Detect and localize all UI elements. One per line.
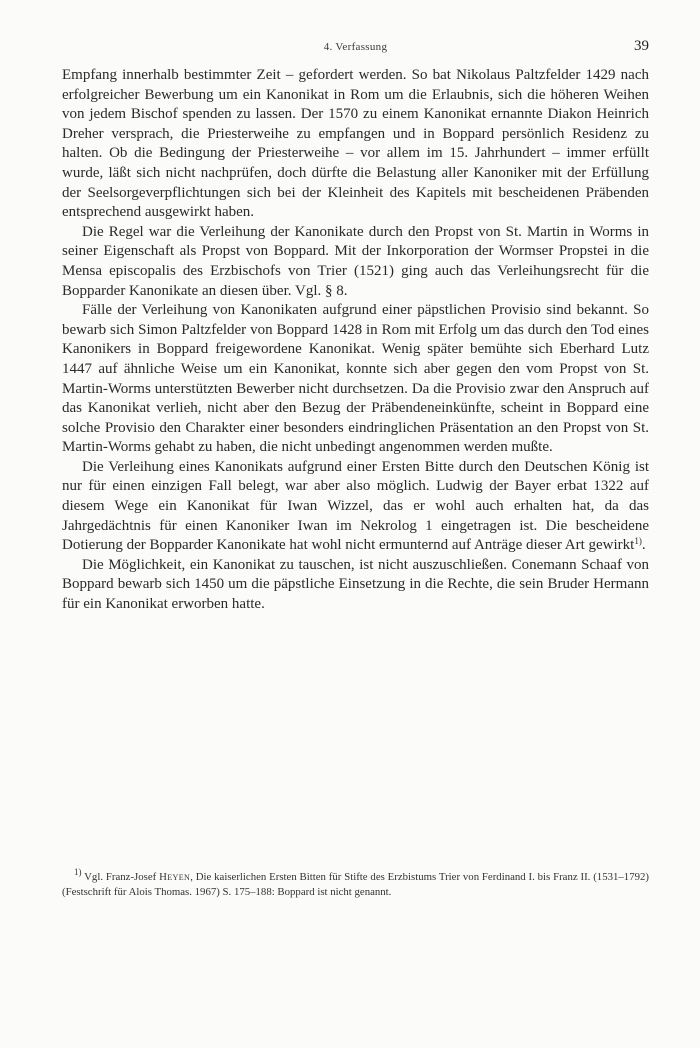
paragraph-5: Die Möglichkeit, ein Kanonikat zu tauschen, ist nicht auszuschließen. Conemann Schaaf von Boppard bewarb sich 1450 um die päpstliche Einsetzung in die Rechte, die sein Bruder Hermann für ein Kanonikat erworben hatte. bbox=[62, 556, 649, 613]
footnote-author: Heyen bbox=[159, 871, 191, 883]
running-head bbox=[62, 38, 649, 58]
footnote-reference[interactable]: 1) bbox=[634, 536, 642, 547]
footnote-marker: 1) bbox=[74, 867, 82, 877]
paragraph-3: Fälle der Verleihung von Kanonikaten aufgrund einer päpstlichen Provisio sind bekannt. So bewarb sich Simon Paltzfelder von Boppard 1428 in Rom mit Erfolg um das durch den Tod eines Kanonikers in Boppard freigewordene Kanonikat. Wenig später bemühte sich Eberhard Lutz 1447 auf ähnliche Weise um ein Kanonikat, konnte sich aber gegen den vom Propst von St. Martin-Worms unterstützten Bewerber nicht durchsetzen. Da die Provisio zwar den Anspruch auf das Kanonikat verlieh, nicht aber den Bezug der Präbendeneinkünfte, scheint in Boppard eine solche Provisio den Charakter einer besonders eindringlichen Präsentation an den Propst von St. Martin-Worms gehabt zu haben, die nicht unbedingt angenommen werden mußte. bbox=[62, 302, 649, 456]
paragraph-1: Empfang innerhalb bestimmter Zeit – gefordert werden. So bat Nikolaus Paltzfelder 1429 nach erfolgreicher Bewerbung um ein Kanonikat in Rom um die Erlaubnis, sich die höheren Weihen von jedem Bischof spenden zu lassen. Der 1570 zu einem Kanonikat ernannte Diakon Heinrich Dreher versprach, die Priesterweihe zu empfangen und in Boppard persönlich Residenz zu halten. Ob die Bedingung der Priesterweihe – vor allem im 15. Jahrhundert – immer erfüllt wurde, läßt sich nicht nachprüfen, doch dürfte die Belastung aller Kanoniker mit der Erfüllung der Seelsorgeverpflichtungen sich bei der Kleinheit des Kapitels mit bescheidenen Präbenden entsprechend ausgewirkt haben. bbox=[62, 67, 649, 221]
paragraph-4 bbox=[62, 458, 649, 556]
footnote-lead: Vgl. Franz-Josef bbox=[81, 871, 160, 883]
paragraph-4-text: Die Verleihung eines Kanonikats aufgrund einer Ersten Bitte durch den Deutschen König ist nur für einen einzigen Fall belegt, war aber also möglich. Ludwig der Bayer erbat 1322 auf diesem Wege ein Kanonikat für Iwan Wizzel, das er wohl auch erhalten hat, da das Jahrgedächtnis für einen Kanoniker Iwan im Nekrolog 1 eingetragen ist. Die bescheidene Dotierung der Bopparder Kanonikate hat wohl nicht ermunternd auf Anträge dieser Art gewirkt bbox=[62, 458, 649, 554]
body-text bbox=[62, 66, 649, 615]
page-number: 39 bbox=[634, 38, 649, 54]
chapter-title: 4. Verfassung bbox=[323, 41, 388, 53]
paragraph-2: Die Regel war die Verleihung der Kanonikate durch den Propst von St. Martin in Worms in seiner Eigenschaft als Propst von Boppard. Mit der Inkorporation der Wormser Propstei in die Mensa episcopalis des Erzbischofs von Trier (1521) ging auch das Verleihungsrecht für die Bopparder Kanonikate an diesen über. Vgl. § 8. bbox=[62, 223, 649, 299]
paragraph-4-end: . bbox=[641, 537, 646, 554]
footnote bbox=[62, 867, 649, 900]
footnote-text bbox=[62, 867, 649, 900]
footnote-citation: , Die kaiserlichen Ersten Bitten für Stifte des Erzbistums Trier von Ferdinand I. bis Franz II. (1531–1792) (Festschrift für Alois Thomas. 1967) S. 175–188: Boppard ist nicht genannt. bbox=[62, 871, 649, 898]
